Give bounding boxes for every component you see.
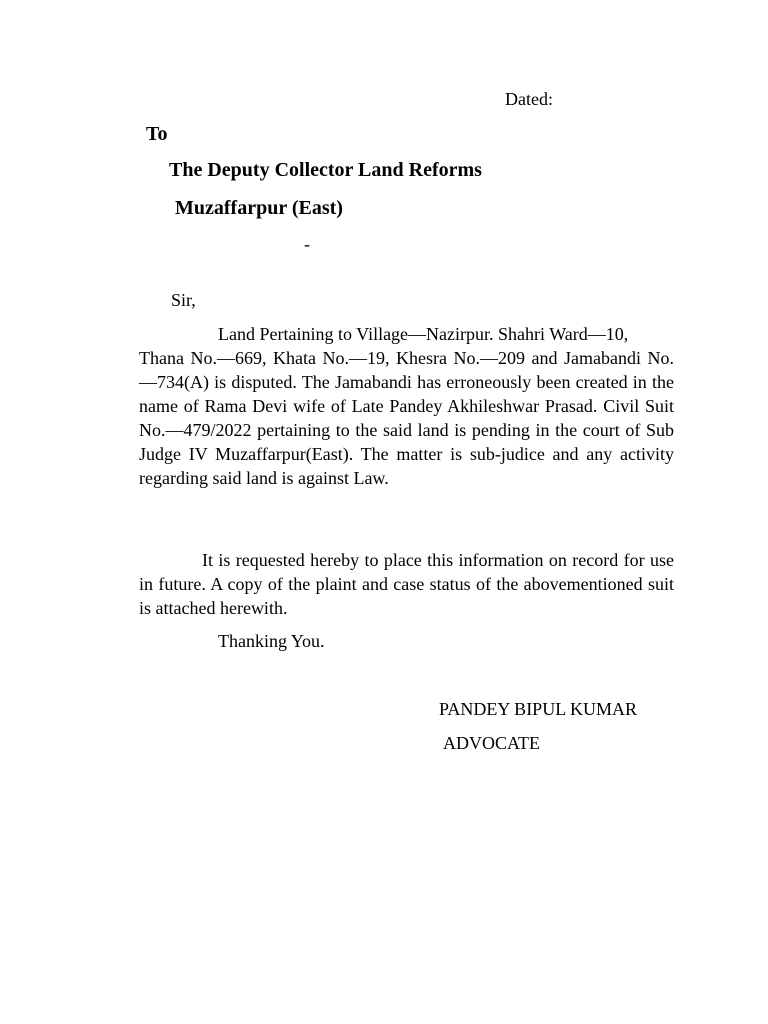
signatory-name: PANDEY BIPUL KUMAR (439, 699, 638, 719)
recipient-location: Muzaffarpur (East) (175, 197, 343, 219)
signatory-title: ADVOCATE (443, 733, 540, 753)
separator-mark: - (304, 234, 310, 254)
body-paragraph-1 (139, 322, 674, 490)
paragraph-1-first-line: Land Pertaining to Village—Nazirpur. Shahri Ward—10, (218, 324, 629, 344)
paragraph-1-body: Thana No.—669, Khata No.—19, Khesra No.—209 and Jamabandi No.—734(A) is disputed. The Jamabandi has erroneously been created in the name of Rama Devi wife of Late Pandey Akhileshwar Prasad. Civil Suit No.—479/2022 pertaining to the said land is pending in the court of Sub Judge IV Muzaffarpur(East). The matter is sub-judice and any activity regarding said land is against Law. (139, 348, 674, 488)
salutation: Sir, (171, 290, 196, 310)
dated-label: Dated: (505, 89, 553, 109)
body-paragraph-2: It is requested hereby to place this information on record for use in future. A copy of the plaint and case status of the abovementioned suit is attached herewith. (139, 550, 674, 618)
to-label: To (146, 123, 168, 145)
closing-line: Thanking You. (218, 631, 325, 651)
recipient-title: The Deputy Collector Land Reforms (169, 159, 482, 181)
